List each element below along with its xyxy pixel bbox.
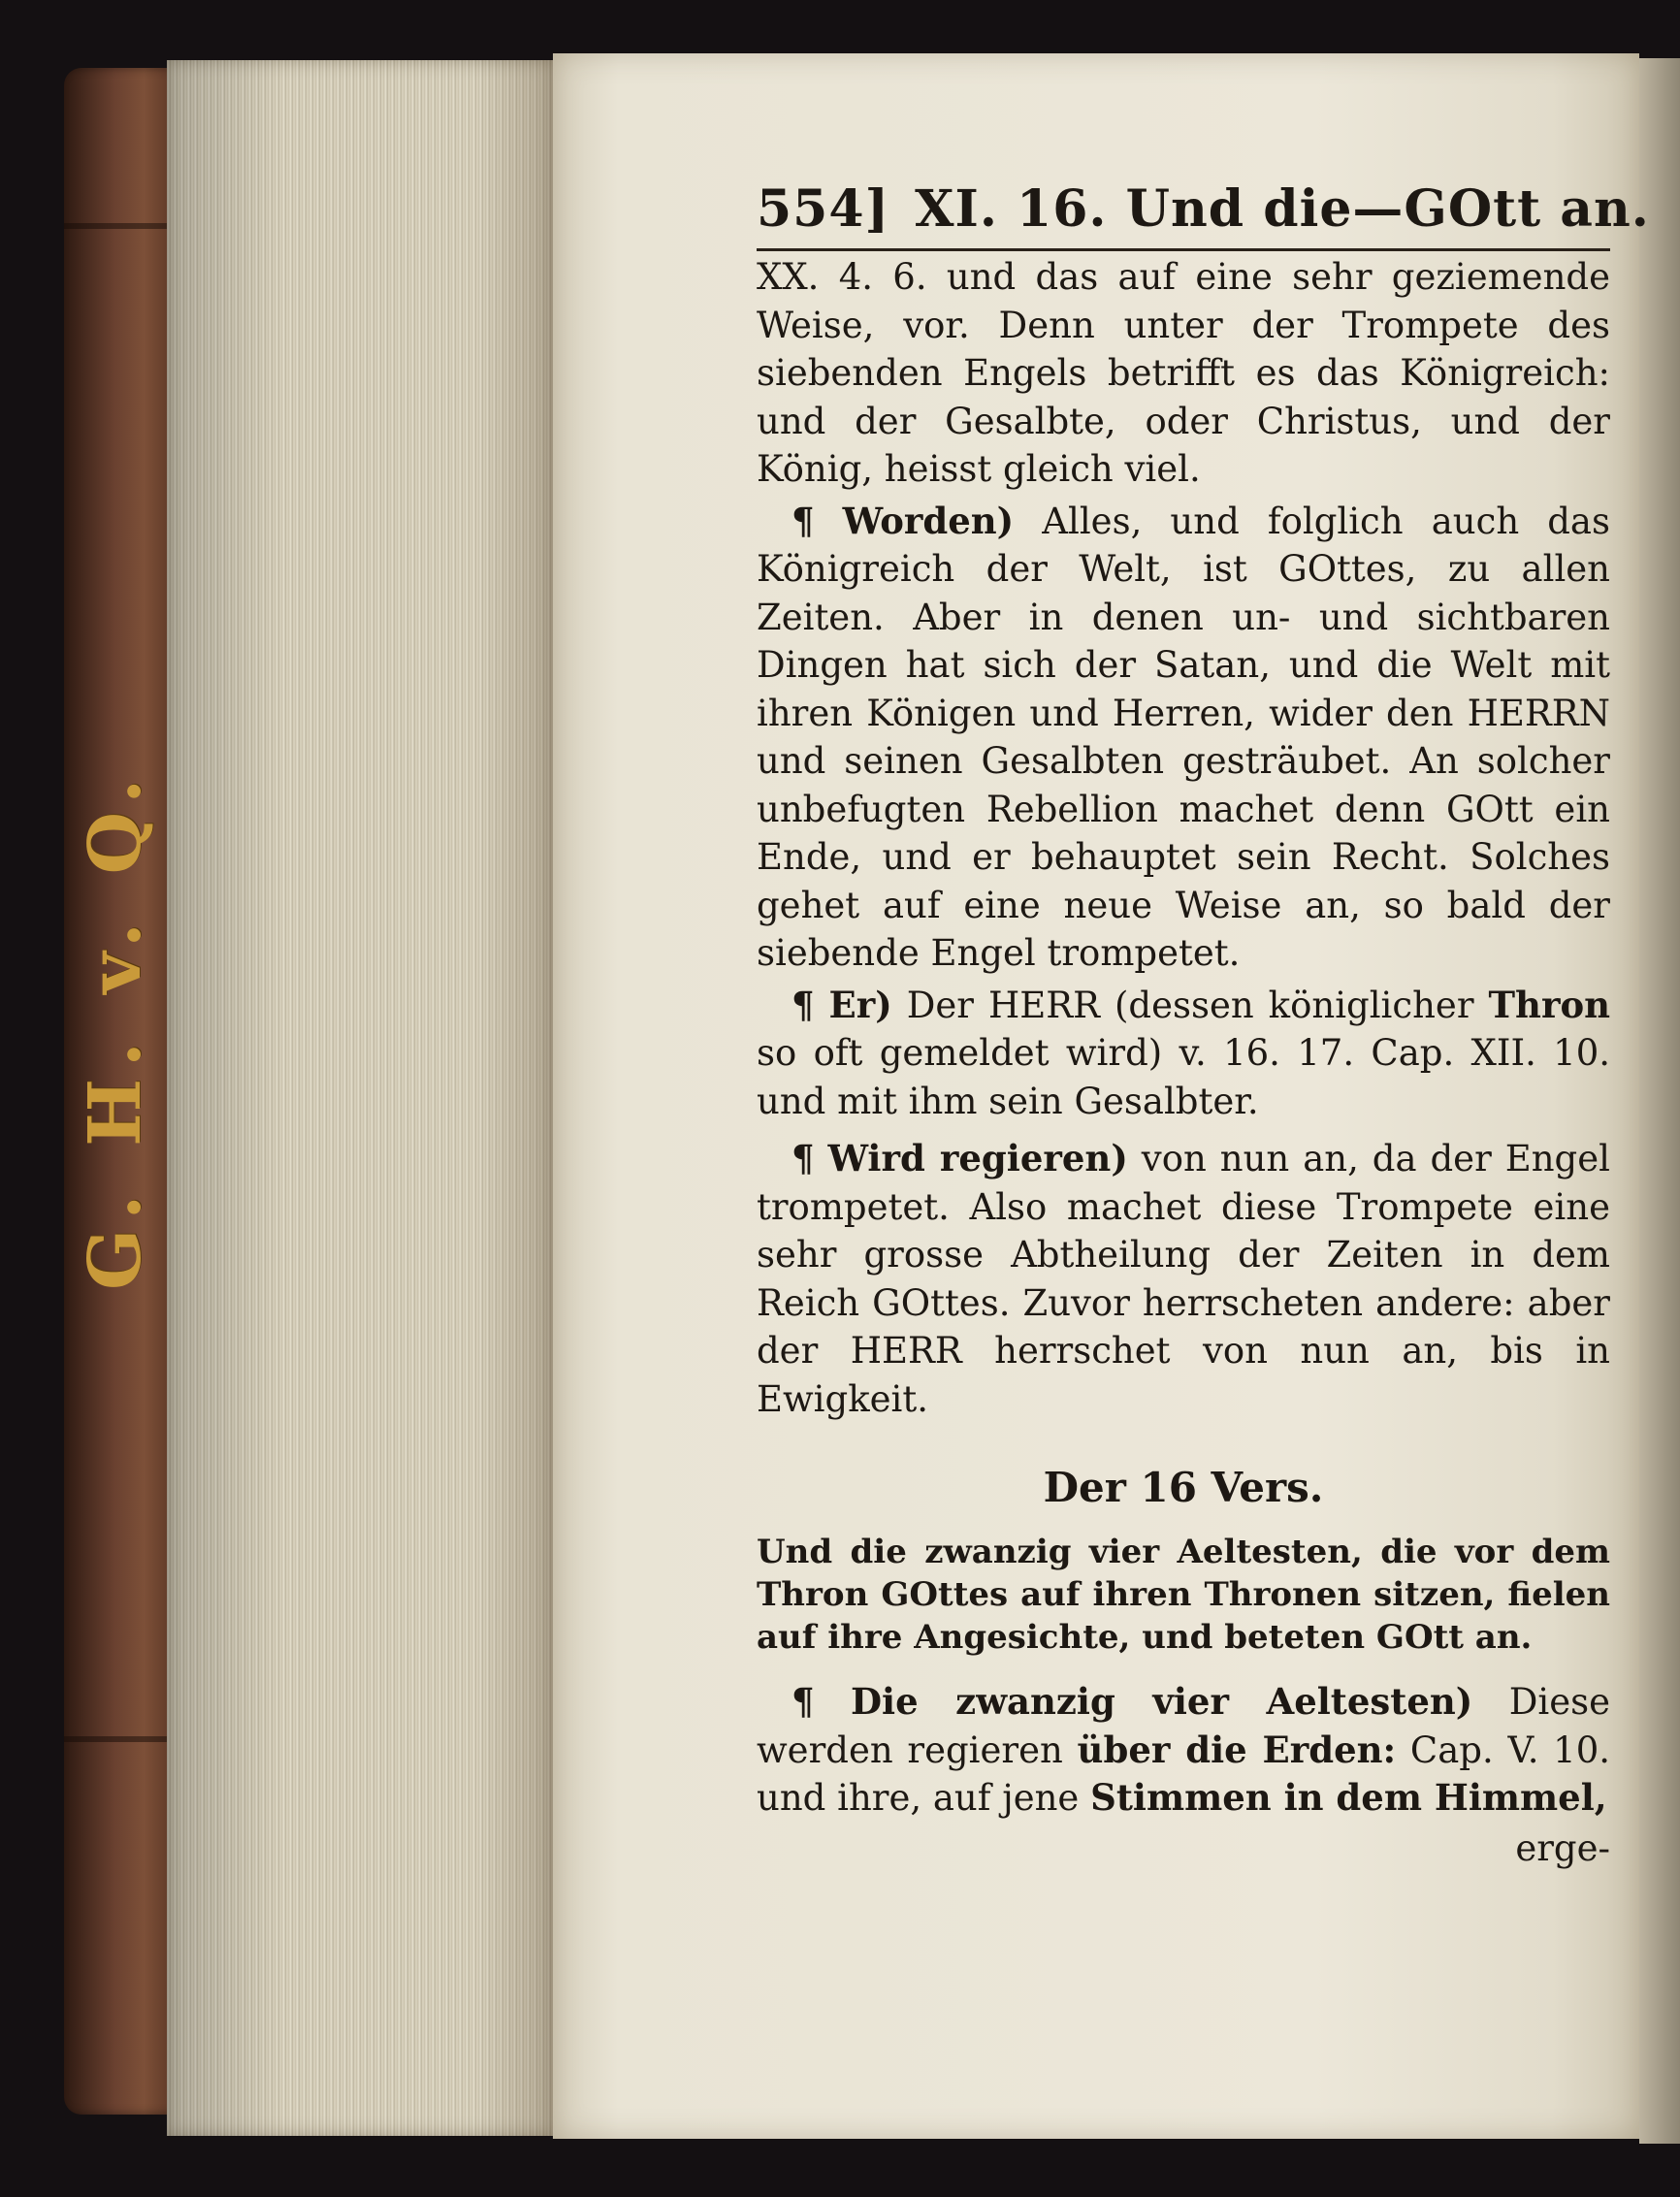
spine-title: G. H. v. Q. [74,766,157,1290]
page-number: 554] [757,179,890,239]
paragraph-text: von nun an, da der Engel trompetet. Also machet diese Trompete eine sehr grosse Abtheilung der Zeiten in dem Reich GOttes. Zuvor herrscheten andere: aber der HERR herrschet von nun an, bis in Ewigkeit. [757,1138,1610,1420]
paragraph-text: XX. 4. 6. und das auf eine sehr geziemende Weise, vor. Denn unter der Trompete des siebenden Engels betrifft es das Königreich: und der Gesalbte, oder Christus, und der König, heisst gleich viel. [757,256,1610,490]
running-title: XI. 16. Und die—GOtt an. [915,179,1650,239]
paragraph-marker: ¶ [792,499,815,542]
paragraph-text: so oft gemeldet wird) v. 16. 17. Cap. XII. 10. und mit ihm sein Gesalbter. [757,1032,1610,1122]
verse-heading: Der 16 Vers. [1043,1464,1324,1511]
paragraph-marker: ¶ [792,1137,815,1179]
page-text-block [757,179,1650,1872]
paragraph [757,253,1610,494]
paragraph-marker: ¶ [792,1680,815,1723]
lemma: Er) [828,983,892,1026]
bold-word: Thron [1488,983,1611,1026]
catchword: erge- [1515,1826,1610,1869]
verse-text: Und die zwanzig vier Aeltesten, die vor dem Thron GOttes auf ihren Thronen sitzen, fielen auf ihre Angesichte, und beteten GOtt an. [757,1533,1610,1657]
lemma: Worden) [842,499,1015,542]
paragraph-text: Cap. V. 10. und ihre, auf jene [757,1729,1611,1819]
page-edges-shade [167,60,553,2136]
paragraph [757,498,1610,978]
paragraph [757,1678,1610,1823]
running-header [757,179,1650,239]
paragraph [757,982,1610,1126]
lemma: Die zwanzig vier Aeltesten) [850,1680,1473,1723]
paragraph-marker: ¶ [792,983,815,1026]
paragraph-text: Alles, und folglich auch das Königreich der Welt, ist GOttes, zu allen Zeiten. Aber in denen un- und sichtbaren Dingen hat sich der Satan, und die Welt mit ihren Königen und Herren, wider den HERRN und seinen Gesalbten gesträubet. An solcher unbefugten Rebellion machet denn GOtt ein Ende, und er behauptet sein Recht. Solches gehet auf eine neue Weise an, so bald der siebende Engel trompetet. [757,500,1610,974]
paragraph-text: Diese werden regieren [757,1681,1611,1771]
paragraph-text: Der HERR (dessen königlicher [906,984,1474,1026]
bold-phrase: Stimmen in dem Himmel, [1090,1776,1607,1819]
facing-page-edge [1639,58,1680,2144]
paragraph [757,1135,1610,1423]
header-rule [757,248,1610,251]
bold-phrase: über die Erden: [1077,1728,1397,1771]
lemma: Wird regieren) [827,1137,1128,1179]
